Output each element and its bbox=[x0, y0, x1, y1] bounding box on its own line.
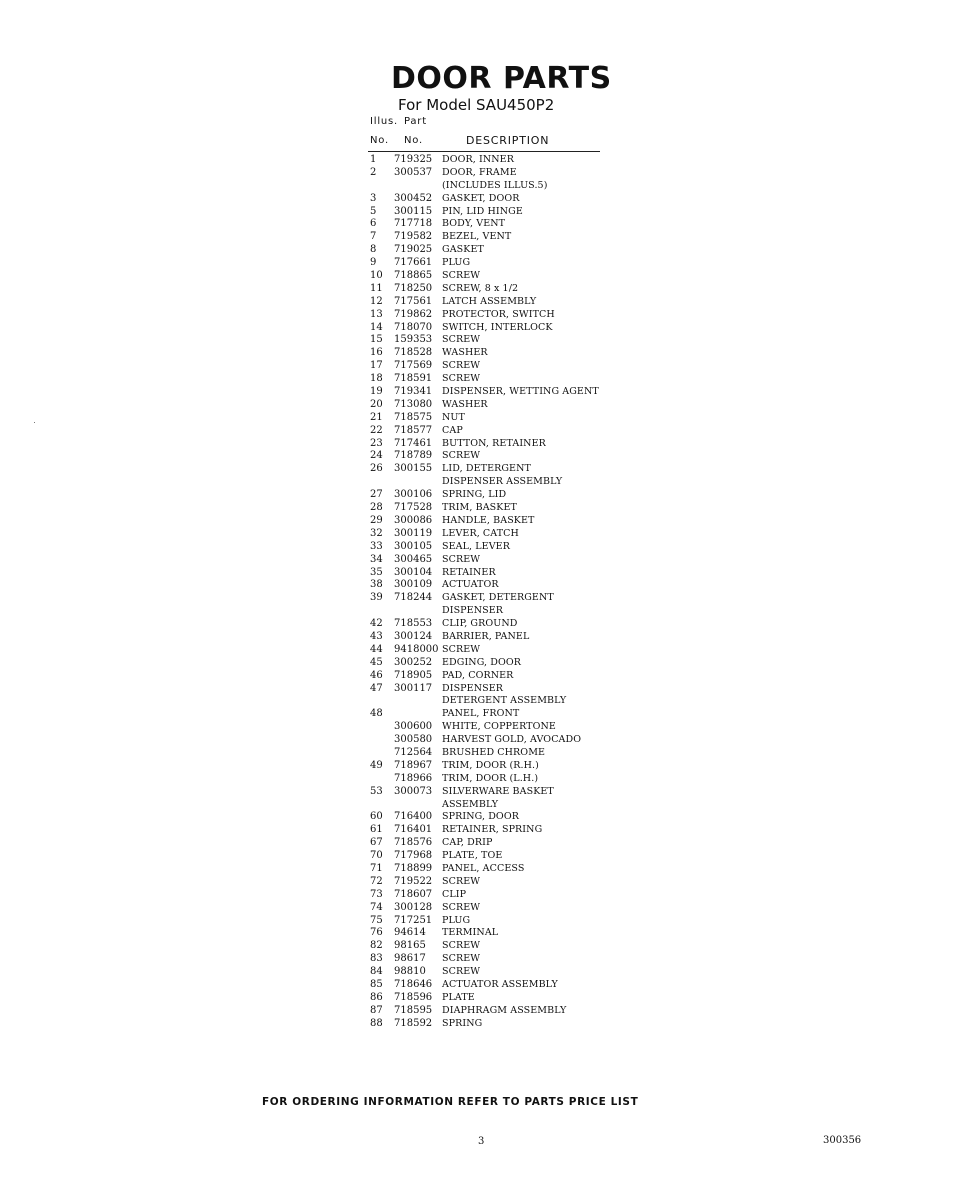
description-cell: SCREW bbox=[442, 643, 481, 655]
table-row bbox=[368, 850, 628, 863]
part-no-cell: 300465 bbox=[394, 553, 433, 565]
table-row bbox=[368, 747, 628, 760]
part-no-cell: 300580 bbox=[394, 734, 433, 746]
illus-no-cell: 70 bbox=[370, 850, 383, 862]
table-row bbox=[368, 463, 628, 476]
table-row bbox=[368, 605, 628, 618]
part-no-cell: 717661 bbox=[394, 257, 433, 269]
description-cell: SCREW bbox=[442, 875, 481, 887]
description-cell: DISPENSER, WETTING AGENT bbox=[442, 386, 599, 398]
description-cell: ACTUATOR bbox=[442, 579, 499, 591]
description-cell: CAP, DRIP bbox=[442, 837, 493, 849]
table-row bbox=[368, 296, 628, 309]
part-no-cell: 300086 bbox=[394, 514, 433, 526]
part-no-cell: 716400 bbox=[394, 811, 433, 823]
table-row bbox=[368, 876, 628, 889]
illus-no-cell: 39 bbox=[370, 592, 383, 604]
part-no-cell: 718528 bbox=[394, 347, 433, 359]
illus-no-cell: 67 bbox=[370, 837, 383, 849]
description-cell: SCREW, 8 x 1/2 bbox=[442, 282, 519, 294]
part-no-cell: 718070 bbox=[394, 321, 433, 333]
table-row bbox=[368, 631, 628, 644]
part-no-cell: 98165 bbox=[394, 940, 426, 952]
illus-no-cell: 84 bbox=[370, 966, 383, 978]
illus-no-cell: 53 bbox=[370, 785, 383, 797]
part-no-cell: 719522 bbox=[394, 875, 433, 887]
description-cell: HARVEST GOLD, AVOCADO bbox=[442, 734, 582, 746]
table-row bbox=[368, 231, 628, 244]
table-row bbox=[368, 953, 628, 966]
table-row bbox=[368, 721, 628, 734]
table-row bbox=[368, 309, 628, 322]
illus-no-cell: 73 bbox=[370, 888, 383, 900]
table-row bbox=[368, 193, 628, 206]
part-no-cell: 718250 bbox=[394, 282, 433, 294]
description-cell: SWITCH, INTERLOCK bbox=[442, 321, 553, 333]
description-cell: DETERGENT ASSEMBLY bbox=[442, 695, 567, 707]
part-no-cell: 713080 bbox=[394, 398, 433, 410]
illus-header-label: Illus. bbox=[370, 116, 399, 127]
table-row bbox=[368, 1018, 628, 1031]
table-row bbox=[368, 940, 628, 953]
table-row bbox=[368, 167, 628, 180]
part-no-cell: 719325 bbox=[394, 154, 433, 165]
description-cell: SCREW bbox=[442, 334, 481, 346]
part-no-cell: 300452 bbox=[394, 192, 433, 204]
part-no-cell: 718591 bbox=[394, 373, 433, 385]
illus-no-cell: 46 bbox=[370, 669, 383, 681]
part-header-label: Part bbox=[404, 116, 427, 127]
part-no-cell: 300104 bbox=[394, 566, 433, 578]
table-row bbox=[368, 489, 628, 502]
illus-no-cell: 10 bbox=[370, 270, 383, 282]
part-no-cell: 94614 bbox=[394, 927, 426, 939]
description-cell: CLIP, GROUND bbox=[442, 618, 518, 630]
table-row bbox=[368, 399, 628, 412]
illus-no-cell: 9 bbox=[370, 257, 377, 269]
part-no-cell: 300119 bbox=[394, 527, 433, 539]
illus-no-cell: 88 bbox=[370, 1017, 383, 1029]
parts-table bbox=[368, 154, 628, 1031]
description-cell: PAD, CORNER bbox=[442, 669, 514, 681]
table-row bbox=[368, 412, 628, 425]
part-no-cell: 718607 bbox=[394, 888, 433, 900]
description-cell: LATCH ASSEMBLY bbox=[442, 295, 537, 307]
part-no-cell: 719341 bbox=[394, 386, 433, 398]
illus-no-cell: 2 bbox=[370, 166, 377, 178]
table-row bbox=[368, 670, 628, 683]
part-no-cell: 300537 bbox=[394, 166, 433, 178]
illus-no-cell: 3 bbox=[370, 192, 377, 204]
description-cell: NUT bbox=[442, 411, 465, 423]
part-no-cell: 718967 bbox=[394, 759, 433, 771]
part-no-cell: 300128 bbox=[394, 901, 433, 913]
part-no-cell: 718789 bbox=[394, 450, 433, 462]
table-row bbox=[368, 438, 628, 451]
description-cell: BEZEL, VENT bbox=[442, 231, 512, 243]
illus-no-cell: 83 bbox=[370, 953, 383, 965]
table-row bbox=[368, 554, 628, 567]
description-cell: SCREW bbox=[442, 373, 481, 385]
part-no-cell: 719862 bbox=[394, 308, 433, 320]
description-cell: PROTECTOR, SWITCH bbox=[442, 308, 555, 320]
description-cell: SPRING bbox=[442, 1017, 483, 1029]
description-cell: BODY, VENT bbox=[442, 218, 506, 230]
illus-no-cell: 49 bbox=[370, 759, 383, 771]
ordering-info-footer: FOR ORDERING INFORMATION REFER TO PARTS PRICE LIST bbox=[262, 1096, 639, 1108]
page-title: DOOR PARTS bbox=[391, 61, 612, 96]
table-row bbox=[368, 347, 628, 360]
part-no-cell: 300109 bbox=[394, 579, 433, 591]
part-no-cell: 300155 bbox=[394, 463, 433, 475]
table-row bbox=[368, 657, 628, 670]
part-no-cell: 300252 bbox=[394, 656, 433, 668]
table-row bbox=[368, 180, 628, 193]
description-cell: SCREW bbox=[442, 450, 481, 462]
table-row bbox=[368, 373, 628, 386]
description-cell: WASHER bbox=[442, 398, 488, 410]
table-row bbox=[368, 592, 628, 605]
description-cell: PANEL, ACCESS bbox=[442, 862, 525, 874]
description-cell: SILVERWARE BASKET bbox=[442, 785, 554, 797]
table-row bbox=[368, 618, 628, 631]
part-no-cell: 719582 bbox=[394, 231, 433, 243]
illus-no-cell: 71 bbox=[370, 862, 383, 874]
table-row bbox=[368, 450, 628, 463]
description-cell: SCREW bbox=[442, 940, 481, 952]
part-no-cell: 717528 bbox=[394, 502, 433, 514]
part-no-cell: 718576 bbox=[394, 837, 433, 849]
description-cell: PLATE bbox=[442, 991, 475, 1003]
table-row bbox=[368, 863, 628, 876]
part-no-cell: 717718 bbox=[394, 218, 433, 230]
table-row bbox=[368, 966, 628, 979]
illus-no-cell: 8 bbox=[370, 244, 377, 256]
illus-no-cell: 18 bbox=[370, 373, 383, 385]
illus-no-cell: 26 bbox=[370, 463, 383, 475]
description-cell: SPRING, DOOR bbox=[442, 811, 519, 823]
illus-no-cell: 87 bbox=[370, 1004, 383, 1016]
table-row bbox=[368, 334, 628, 347]
part-no-cell: 718646 bbox=[394, 979, 433, 990]
illus-no-cell: 6 bbox=[370, 218, 377, 230]
table-row bbox=[368, 695, 628, 708]
illus-no-cell: 74 bbox=[370, 901, 383, 913]
description-cell: SCREW bbox=[442, 966, 481, 978]
table-row bbox=[368, 154, 628, 167]
table-row bbox=[368, 502, 628, 515]
table-row bbox=[368, 708, 628, 721]
table-row bbox=[368, 283, 628, 296]
table-row bbox=[368, 579, 628, 592]
table-row bbox=[368, 760, 628, 773]
table-row bbox=[368, 360, 628, 373]
description-cell: EDGING, DOOR bbox=[442, 656, 522, 668]
part-no-cell: 718865 bbox=[394, 270, 433, 282]
description-cell: PLUG bbox=[442, 914, 471, 926]
description-cell: DOOR, INNER bbox=[442, 154, 514, 165]
description-cell: GASKET, DOOR bbox=[442, 192, 520, 204]
part-no-cell: 300124 bbox=[394, 630, 433, 642]
illus-no-cell: 14 bbox=[370, 321, 383, 333]
part-no-cell: 718595 bbox=[394, 1004, 433, 1016]
description-cell: ACTUATOR ASSEMBLY bbox=[442, 979, 558, 990]
part-no-cell: 300600 bbox=[394, 721, 433, 733]
part-no-cell: 717561 bbox=[394, 295, 433, 307]
description-cell: CLIP bbox=[442, 888, 467, 900]
description-cell: DISPENSER ASSEMBLY bbox=[442, 476, 563, 488]
illus-no-cell: 45 bbox=[370, 656, 383, 668]
part-no-cell: 98617 bbox=[394, 953, 426, 965]
part-no-cell: 717968 bbox=[394, 850, 433, 862]
description-cell: DISPENSER bbox=[442, 605, 504, 617]
illus-no-cell: 44 bbox=[370, 643, 383, 655]
illus-no-cell: 76 bbox=[370, 927, 383, 939]
table-row bbox=[368, 206, 628, 219]
illus-no-cell: 72 bbox=[370, 875, 383, 887]
description-cell: SCREW bbox=[442, 360, 481, 372]
illus-no-cell: 43 bbox=[370, 630, 383, 642]
illus-no-cell: 82 bbox=[370, 940, 383, 952]
description-cell: BUTTON, RETAINER bbox=[442, 437, 546, 449]
table-row bbox=[368, 515, 628, 528]
part-no-cell: 718553 bbox=[394, 618, 433, 630]
page-number: 3 bbox=[478, 1136, 485, 1147]
table-row bbox=[368, 799, 628, 812]
table-row bbox=[368, 322, 628, 335]
table-row bbox=[368, 257, 628, 270]
table-row bbox=[368, 528, 628, 541]
part-no-cell: 717251 bbox=[394, 914, 433, 926]
part-no-cell: 718905 bbox=[394, 669, 433, 681]
description-cell: SCREW bbox=[442, 953, 481, 965]
part-no-cell: 718575 bbox=[394, 411, 433, 423]
table-row bbox=[368, 270, 628, 283]
illus-no-cell: 38 bbox=[370, 579, 383, 591]
illus-no-cell: 48 bbox=[370, 708, 383, 720]
illus-no-cell: 47 bbox=[370, 682, 383, 694]
part-no-cell: 300117 bbox=[394, 682, 433, 694]
illus-no-cell: 21 bbox=[370, 411, 383, 423]
description-cell: TRIM, DOOR (R.H.) bbox=[442, 759, 539, 771]
model-subtitle: For Model SAU450P2 bbox=[398, 96, 555, 114]
illus-no-cell: 16 bbox=[370, 347, 383, 359]
table-row bbox=[368, 218, 628, 231]
part-no-cell: 718899 bbox=[394, 862, 433, 874]
description-cell: PLATE, TOE bbox=[442, 850, 503, 862]
description-cell: PANEL, FRONT bbox=[442, 708, 520, 720]
description-cell: PLUG bbox=[442, 257, 471, 269]
table-row bbox=[368, 979, 628, 992]
illus-no-cell: 60 bbox=[370, 811, 383, 823]
illus-no-cell: 13 bbox=[370, 308, 383, 320]
description-cell: GASKET, DETERGENT bbox=[442, 592, 554, 604]
table-row bbox=[368, 386, 628, 399]
part-no-cell: 300073 bbox=[394, 785, 433, 797]
part-no-header-label: No. bbox=[404, 135, 424, 146]
illus-no-cell: 32 bbox=[370, 527, 383, 539]
illus-no-cell: 22 bbox=[370, 424, 383, 436]
illus-no-cell: 33 bbox=[370, 540, 383, 552]
illus-no-cell: 85 bbox=[370, 979, 383, 990]
table-row bbox=[368, 786, 628, 799]
table-row bbox=[368, 476, 628, 489]
description-cell: DISPENSER bbox=[442, 682, 504, 694]
part-no-cell: 300106 bbox=[394, 489, 433, 501]
table-row bbox=[368, 425, 628, 438]
illus-no-header-label: No. bbox=[370, 135, 390, 146]
scan-speck bbox=[34, 422, 35, 423]
part-no-cell: 719025 bbox=[394, 244, 433, 256]
table-row bbox=[368, 915, 628, 928]
illus-no-cell: 23 bbox=[370, 437, 383, 449]
description-cell: GASKET bbox=[442, 244, 484, 256]
part-no-cell: 712564 bbox=[394, 746, 433, 758]
description-cell: ASSEMBLY bbox=[442, 798, 499, 810]
description-header-label: DESCRIPTION bbox=[466, 134, 550, 147]
illus-no-cell: 42 bbox=[370, 618, 383, 630]
part-no-cell: 159353 bbox=[394, 334, 433, 346]
illus-no-cell: 12 bbox=[370, 295, 383, 307]
description-cell: SCREW bbox=[442, 901, 481, 913]
description-cell: TERMINAL bbox=[442, 927, 499, 939]
description-cell: SCREW bbox=[442, 553, 481, 565]
illus-no-cell: 61 bbox=[370, 824, 383, 836]
part-no-cell: 98810 bbox=[394, 966, 426, 978]
description-cell: SCREW bbox=[442, 270, 481, 282]
table-row bbox=[368, 992, 628, 1005]
description-cell: HANDLE, BASKET bbox=[442, 514, 535, 526]
description-cell: BARRIER, PANEL bbox=[442, 630, 530, 642]
illus-no-cell: 15 bbox=[370, 334, 383, 346]
part-no-cell: 718577 bbox=[394, 424, 433, 436]
description-cell: RETAINER, SPRING bbox=[442, 824, 543, 836]
illus-no-cell: 75 bbox=[370, 914, 383, 926]
description-cell: CAP bbox=[442, 424, 463, 436]
description-cell: WHITE, COPPERTONE bbox=[442, 721, 556, 733]
description-cell: PIN, LID HINGE bbox=[442, 205, 523, 217]
table-row bbox=[368, 644, 628, 657]
illus-no-cell: 5 bbox=[370, 205, 377, 217]
part-no-cell: 717461 bbox=[394, 437, 433, 449]
description-cell: LEVER, CATCH bbox=[442, 527, 519, 539]
description-cell: DOOR, FRAME bbox=[442, 166, 517, 178]
part-no-cell: 718244 bbox=[394, 592, 433, 604]
document-number: 300356 bbox=[823, 1135, 862, 1146]
table-row bbox=[368, 811, 628, 824]
table-row bbox=[368, 889, 628, 902]
illus-no-cell: 34 bbox=[370, 553, 383, 565]
part-no-cell: 718592 bbox=[394, 1017, 433, 1029]
illus-no-cell: 86 bbox=[370, 991, 383, 1003]
table-row bbox=[368, 1005, 628, 1018]
table-row bbox=[368, 927, 628, 940]
description-cell: TRIM, BASKET bbox=[442, 502, 517, 514]
header-divider bbox=[368, 151, 600, 152]
illus-no-cell: 17 bbox=[370, 360, 383, 372]
part-no-cell: 717569 bbox=[394, 360, 433, 372]
illus-no-cell: 35 bbox=[370, 566, 383, 578]
illus-no-cell: 19 bbox=[370, 386, 383, 398]
illus-no-cell: 7 bbox=[370, 231, 377, 243]
table-row bbox=[368, 567, 628, 580]
description-cell: RETAINER bbox=[442, 566, 496, 578]
table-row bbox=[368, 541, 628, 554]
illus-no-cell: 28 bbox=[370, 502, 383, 514]
description-cell: LID, DETERGENT bbox=[442, 463, 531, 475]
illus-no-cell: 11 bbox=[370, 282, 383, 294]
table-row bbox=[368, 824, 628, 837]
part-no-cell: 300105 bbox=[394, 540, 433, 552]
table-row bbox=[368, 244, 628, 257]
description-cell: SPRING, LID bbox=[442, 489, 507, 501]
description-cell: BRUSHED CHROME bbox=[442, 746, 546, 758]
description-cell: DIAPHRAGM ASSEMBLY bbox=[442, 1004, 567, 1016]
description-cell: SEAL, LEVER bbox=[442, 540, 510, 552]
illus-no-cell: 1 bbox=[370, 154, 377, 165]
part-no-cell: 718596 bbox=[394, 991, 433, 1003]
table-row bbox=[368, 683, 628, 696]
illus-no-cell: 27 bbox=[370, 489, 383, 501]
description-cell: WASHER bbox=[442, 347, 488, 359]
part-no-cell: 716401 bbox=[394, 824, 433, 836]
table-row bbox=[368, 837, 628, 850]
description-cell: TRIM, DOOR (L.H.) bbox=[442, 772, 539, 784]
part-no-cell: 718966 bbox=[394, 772, 433, 784]
part-no-cell: 9418000 bbox=[394, 643, 439, 655]
illus-no-cell: 29 bbox=[370, 514, 383, 526]
table-row bbox=[368, 902, 628, 915]
description-cell: (INCLUDES ILLUS.5) bbox=[442, 179, 548, 191]
part-no-cell: 300115 bbox=[394, 205, 433, 217]
table-row bbox=[368, 734, 628, 747]
illus-no-cell: 24 bbox=[370, 450, 383, 462]
table-row bbox=[368, 773, 628, 786]
illus-no-cell: 20 bbox=[370, 398, 383, 410]
